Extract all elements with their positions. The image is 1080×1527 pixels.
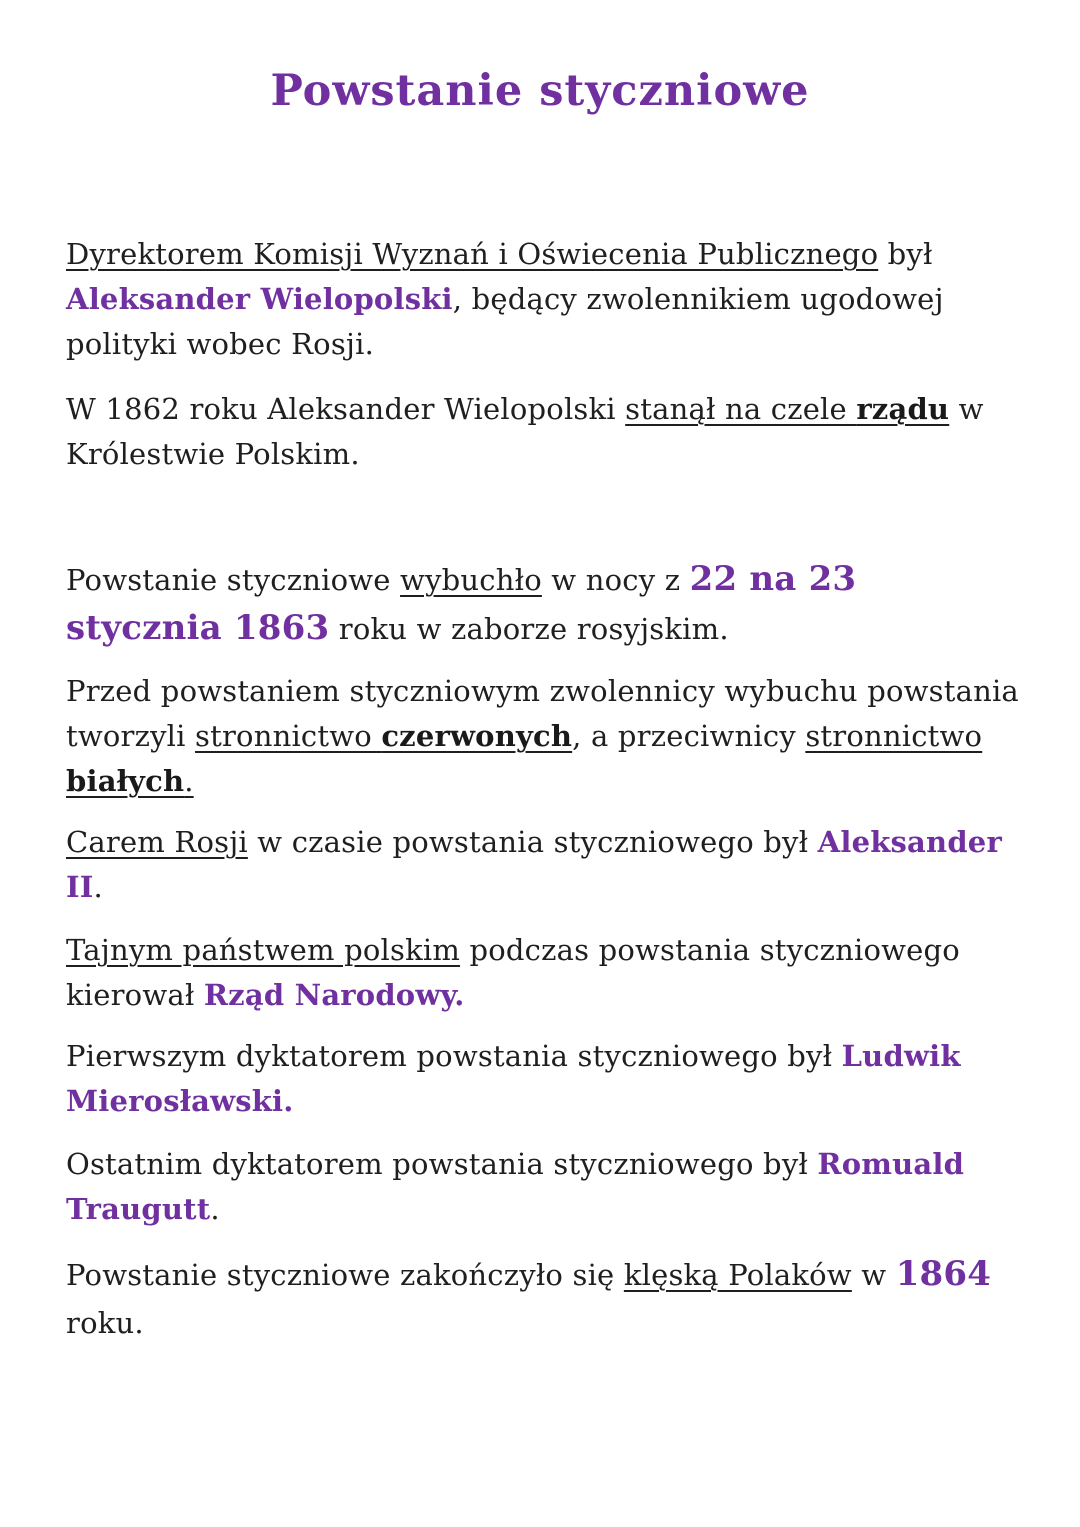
bold-term: czerwonych — [381, 719, 573, 753]
underlined-phrase: Dyrektorem Komisji Wyznań i Oświecenia Publicznego — [66, 237, 879, 271]
text: Pierwszym dyktatorem powstania styczniowego był — [66, 1039, 842, 1073]
text: stanął na czele — [625, 392, 857, 426]
underlined-phrase — [195, 719, 572, 753]
text: w Królestwie Polskim. — [66, 392, 984, 471]
text: podczas powstania styczniowego kierował — [66, 933, 960, 1012]
highlighted-year: 1864 — [895, 1254, 992, 1294]
text: Ostatnim dyktatorem powstania styczniowego był — [66, 1147, 818, 1181]
highlighted-name: Ludwik Mierosławski. — [66, 1039, 961, 1118]
bold-term: rządu — [856, 392, 950, 426]
text: , będący zwolennikiem ugodowej polityki wobec Rosji. — [66, 282, 944, 361]
paragraph-wielopolski-government — [66, 387, 1021, 477]
text: stronnictwo — [805, 719, 983, 753]
text: Powstanie styczniowe — [66, 563, 401, 597]
notes-body — [66, 232, 1021, 1347]
text: w czasie powstania styczniowego był — [247, 825, 818, 859]
highlighted-date: 22 na 23 stycznia 1863 — [66, 559, 857, 648]
paragraph-national-government — [66, 928, 1021, 1018]
underlined-phrase: wybuchło — [400, 563, 542, 597]
text: W 1862 roku Aleksander Wielopolski — [66, 392, 626, 426]
bold-term: białych — [66, 764, 185, 798]
text: . — [93, 870, 103, 904]
text: był — [878, 237, 933, 271]
highlighted-name: Aleksander Wielopolski — [66, 282, 453, 316]
underlined-phrase: Tajnym państwem polskim — [66, 933, 461, 967]
text: roku w zaborze rosyjskim. — [329, 612, 729, 646]
highlighted-name: Aleksander II — [66, 825, 1002, 904]
underlined-phrase: Carem Rosji — [66, 825, 248, 859]
paragraph-first-dictator — [66, 1034, 1021, 1124]
paragraph-wielopolski-director — [66, 232, 1021, 367]
page-title: Powstanie styczniowe — [270, 66, 810, 116]
paragraph-outbreak — [66, 555, 1021, 653]
highlighted-name: Romuald Traugutt — [66, 1147, 965, 1226]
underlined-phrase: klęską Polaków — [623, 1258, 852, 1292]
paragraph-tsar — [66, 820, 1021, 910]
paragraph-last-dictator — [66, 1142, 1021, 1232]
text: stronnictwo — [195, 719, 382, 753]
text: Przed powstaniem styczniowym zwolennicy wybuchu powstania tworzyli — [66, 674, 1019, 753]
paragraph-defeat — [66, 1250, 1021, 1347]
text: . — [210, 1192, 220, 1226]
text: . — [184, 764, 194, 798]
paragraph-factions — [66, 669, 1021, 804]
highlighted-name: Rząd Narodowy. — [203, 978, 465, 1012]
text: w — [851, 1258, 896, 1292]
text: , a przeciwnicy — [572, 719, 806, 753]
text: roku. — [66, 1306, 144, 1340]
text: Powstanie styczniowe zakończyło się — [66, 1258, 624, 1292]
underlined-phrase — [625, 392, 949, 426]
text: w nocy z — [541, 563, 690, 597]
